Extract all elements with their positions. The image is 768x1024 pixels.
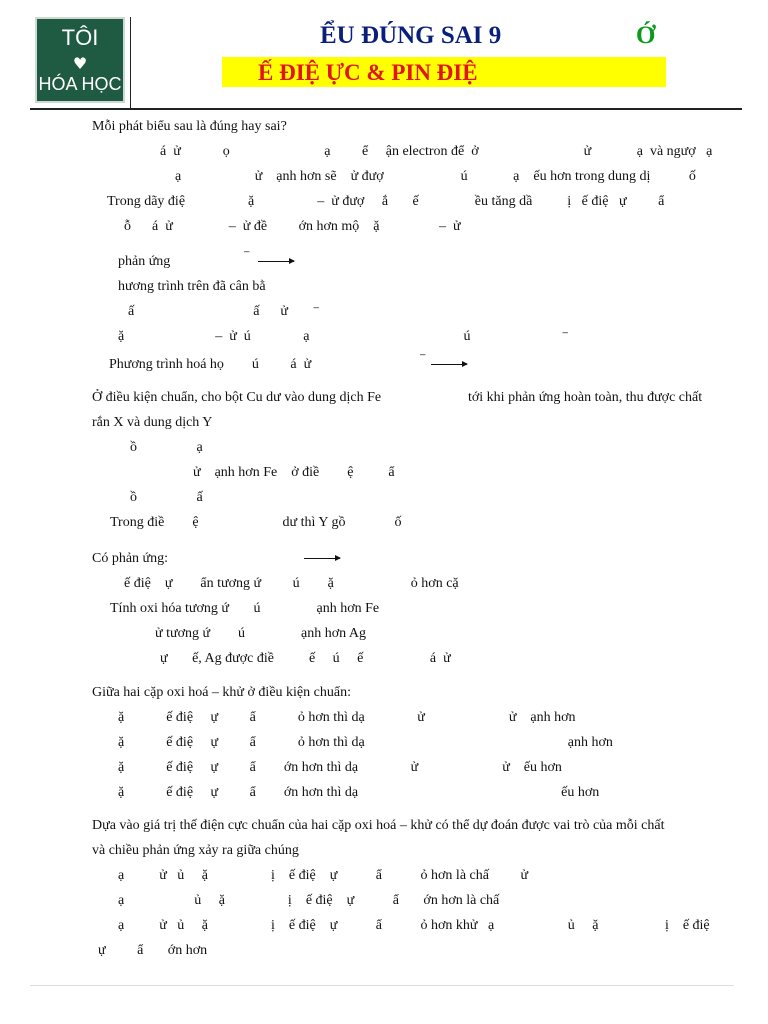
page-subtitle: Ế ĐIỆ ỰC & PIN ĐIỆ: [258, 60, 478, 85]
q4-line: ặ ế điệ ự ẩ ớn hơn thì dạ ử ử ếu hơn: [118, 760, 562, 775]
q2-line: ồ ấ: [130, 490, 203, 505]
q1-text: Phương trình hoá họ ú á ử: [109, 357, 312, 372]
reaction-arrow-icon: [427, 357, 467, 373]
q2-prompt-end: tới khi phản ứng hoàn toàn, thu được chất: [468, 390, 703, 405]
q5-line: ự ẩ ớn hơn: [98, 943, 208, 958]
q4-line: ặ ế điệ ự ẩ ỏ hơn thì dạ ạnh hơn: [118, 735, 613, 750]
q2-prompt: Ở điều kiện chuẩn, cho bột Cu dư vào dung dịch Fe: [92, 390, 382, 405]
q2-line: ử ạnh hơn Fe ở điề ệ ẩ: [193, 465, 395, 480]
page-title: ỂU ĐÚNG SAI 9: [320, 22, 502, 49]
q1-line: hương trình trên đã cân bằ: [118, 279, 266, 294]
q1-line: [109, 351, 427, 373]
q4-line: ặ ế điệ ự ẩ ỏ hơn thì dạ ử ử ạnh hơn: [118, 710, 576, 725]
q3-line: ế điệ ự ẩn tương ứ ú ặ ỏ hơn cặ: [124, 576, 459, 591]
heart-icon: ♥: [72, 54, 88, 73]
q3-line: Tính oxi hóa tương ứ ú ạnh hơn Fe: [110, 601, 380, 616]
q2-line: ồ ạ: [130, 440, 203, 455]
header-divider: [130, 17, 131, 109]
q2-line: Trong điề ệ dư thì Y gồ ố: [110, 515, 402, 530]
logo-line2: HÓA HỌC: [38, 74, 122, 94]
q3-line: ử tương ứ ú ạnh hơn Ag: [155, 626, 367, 641]
logo-line1: TÔI: [61, 25, 99, 50]
q1-superscript: ⁻: [243, 248, 251, 263]
q5-line: ạ ủ ặ ị ế điệ ự ẩ ớn hơn là chấ: [118, 893, 500, 908]
q5-prompt: và chiều phản ứng xảy ra giữa chúng: [92, 843, 299, 858]
q5-line: ạ ử ủ ặ ị ế điệ ự ẩ ỏ hơn là chấ ử: [118, 868, 529, 883]
header-rule: [30, 108, 742, 110]
q5-line: ạ ử ủ ặ ị ế điệ ự ẩ ỏ hơn khử ạ ủ ặ ị ế điệ: [118, 918, 710, 933]
q2-prompt: rắn X và dung dịch Y: [92, 415, 213, 430]
reaction-arrow-icon: [300, 551, 340, 567]
q3-prompt: [92, 551, 168, 567]
q1-line: á ử ọ ạ ể ận electron để ở ử ạ và ngượ ạ: [160, 144, 713, 159]
page-title-suffix: Ớ: [636, 22, 656, 49]
q4-prompt: Giữa hai cặp oxi hoá – khử ở điều kiện chuẩn:: [92, 685, 351, 700]
logo: [35, 17, 125, 103]
reaction-arrow-icon: [254, 254, 294, 270]
q1-line: Trong dãy điệ ặ – ử đượ ắ ế ều tăng dầ ị ế điệ ự ẩ: [107, 194, 665, 209]
q1-prompt: Mỗi phát biểu sau là đúng hay sai?: [92, 119, 287, 134]
q5-prompt: Dựa vào giá trị thế điện cực chuẩn của hai cặp oxi hoá – khử có thể dự đoán được vai trò của mỗi chất: [92, 818, 665, 833]
q1-line: ặ – ử ú ạ ú ⁻: [118, 329, 569, 344]
q1-superscript: ⁻: [419, 351, 427, 366]
q1-line: [118, 248, 251, 270]
q3-line: ự ế, Ag được điề ế ú ế á ử: [160, 651, 451, 666]
q3-text: Có phản ứng:: [92, 551, 169, 566]
q1-line: ấ ấ ử ⁻: [128, 304, 320, 319]
q4-line: ặ ế điệ ự ẩ ớn hơn thì dạ ếu hơn: [118, 785, 600, 800]
q1-text: phản ứng: [118, 254, 171, 269]
footer-rule: [30, 985, 734, 986]
q1-line: ỗ á ử – ử đề ớn hơn mộ ặ – ử: [124, 219, 461, 234]
q1-line: ạ ử ạnh hơn sẽ ử đượ ú ạ ếu hơn trong dung dị ố: [175, 169, 696, 184]
